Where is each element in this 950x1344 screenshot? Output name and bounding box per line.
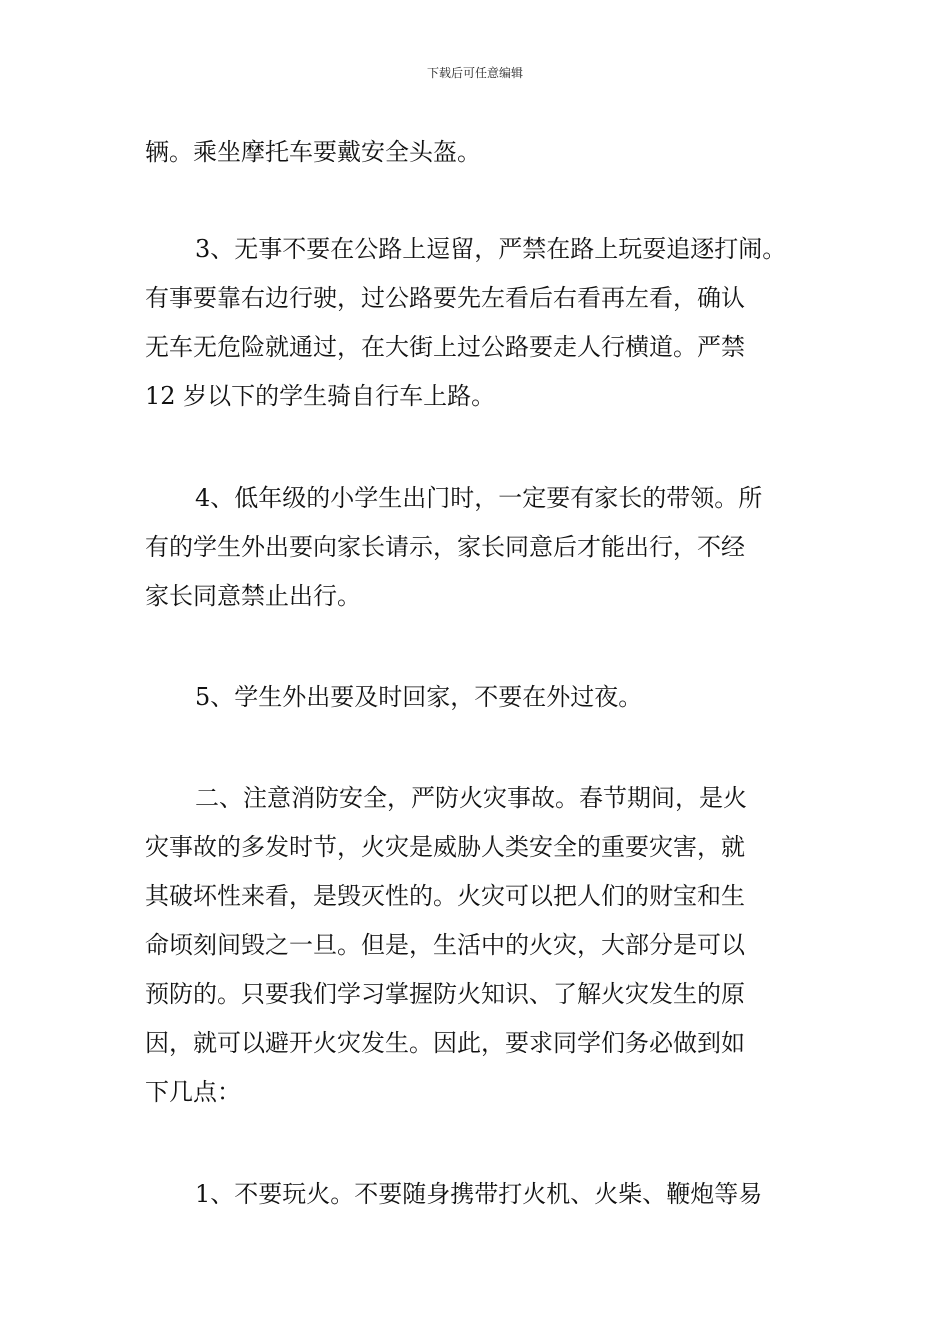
text-line: 无车无危险就通过，在大街上过公路要走人行横道。严禁 <box>145 333 745 361</box>
text-line: 有事要靠右边行驶，过公路要先左看后右看再左看，确认 <box>145 284 745 312</box>
text-line: 辆。乘坐摩托车要戴安全头盔。 <box>145 138 481 166</box>
text-line: 3、无事不要在公路上逗留，严禁在路上玩耍追逐打闹。 <box>195 235 787 263</box>
text-line: 命顷刻间毁之一旦。但是，生活中的火灾，大部分是可以 <box>145 931 745 959</box>
text-line: 4、低年级的小学生出门时，一定要有家长的带领。所 <box>195 484 763 512</box>
text-line: 有的学生外出要向家长请示，家长同意后才能出行，不经 <box>145 533 745 561</box>
paragraph-item-4 <box>145 474 825 621</box>
text-line: 家长同意禁止出行。 <box>145 582 361 610</box>
text-line: 灾事故的多发时节，火灾是威胁人类安全的重要灾害，就 <box>145 833 745 861</box>
text-line: 下几点： <box>145 1078 241 1106</box>
text-line: 其破坏性来看，是毁灭性的。火灾可以把人们的财宝和生 <box>145 882 745 910</box>
text-line: 预防的。只要我们学习掌握防火知识、了解火灾发生的原 <box>145 980 745 1008</box>
paragraph-item-5 <box>145 673 825 722</box>
page-header-note: 下载后可任意编辑 <box>426 66 523 80</box>
text-line: 1、不要玩火。不要随身携带打火机、火柴、鞭炮等易 <box>195 1180 763 1208</box>
text-line: 12 岁以下的学生骑自行车上路。 <box>145 382 496 410</box>
paragraph-fire-safety <box>145 774 825 1117</box>
text-line: 因，就可以避开火灾发生。因此，要求同学们务必做到如 <box>145 1029 745 1057</box>
text-line: 二、注意消防安全，严防火灾事故。春节期间，是火 <box>195 784 747 812</box>
paragraph-item-3 <box>145 225 825 421</box>
paragraph-fire-item-1 <box>145 1170 825 1219</box>
paragraph-helmet <box>145 128 825 177</box>
text-line: 5、学生外出要及时回家，不要在外过夜。 <box>195 683 643 711</box>
